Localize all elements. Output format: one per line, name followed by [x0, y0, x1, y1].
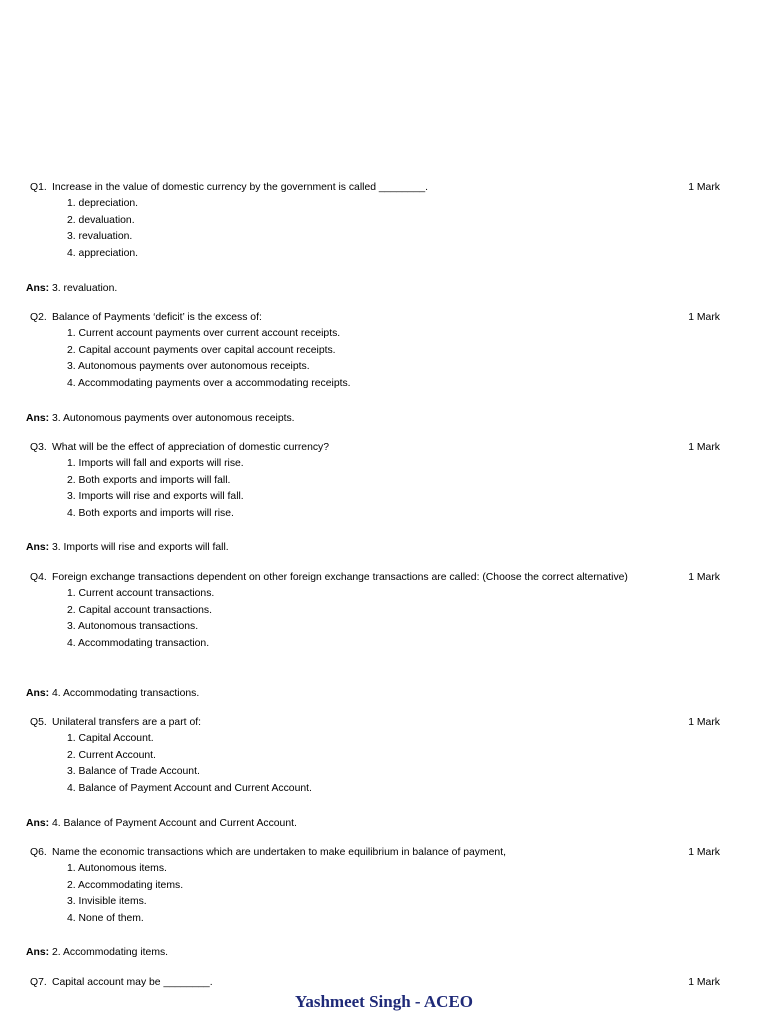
question-number: Q5. — [30, 717, 47, 728]
option-item: 2. Capital account payments over capital account receipts. — [67, 344, 336, 356]
option-item: 2. Capital account transactions. — [67, 604, 212, 616]
question-text: Name the economic transactions which are undertaken to make equilibrium in balance of payment, — [52, 847, 506, 858]
question-block — [30, 440, 730, 522]
answer-label: Ans: — [26, 413, 50, 424]
answer-text: 4. Balance of Payment Account and Current Account. — [51, 818, 297, 829]
option-item: 3. Autonomous transactions. — [67, 621, 199, 633]
option-list — [30, 731, 730, 797]
answer-line — [26, 945, 168, 961]
question-text: Unilateral transfers are a part of: — [52, 717, 202, 728]
option-item: 1. Autonomous items. — [67, 863, 167, 875]
answer-line — [26, 816, 297, 832]
question-number: Q1. — [30, 182, 47, 193]
question-block — [30, 845, 730, 927]
option-item: 4. Accommodating transaction. — [67, 637, 210, 649]
question-block — [30, 310, 730, 392]
answer-label: Ans: — [26, 818, 50, 829]
question-text: Capital account may be ________. — [52, 977, 213, 988]
question-block — [30, 180, 730, 262]
marks-label: 1 Mark — [688, 312, 720, 323]
answer-line — [26, 411, 295, 427]
option-item: 2. Current Account. — [67, 749, 156, 761]
answer-label: Ans: — [26, 947, 50, 958]
option-list — [30, 456, 730, 522]
option-list — [30, 861, 730, 927]
option-item: 3. Balance of Trade Account. — [67, 766, 200, 778]
option-item: 1. depreciation. — [67, 198, 139, 210]
option-item: 3. Autonomous payments over autonomous receipts. — [67, 361, 310, 373]
question-text: Foreign exchange transactions dependent on other foreign exchange transactions are called: (Choose the correct alternative) — [52, 572, 628, 583]
option-item: 3. Imports will rise and exports will fall. — [67, 491, 244, 503]
option-item: 2. Both exports and imports will fall. — [67, 474, 231, 486]
answer-text: 2. Accommodating items. — [51, 947, 169, 958]
marks-label: 1 Mark — [688, 847, 720, 858]
answer-label: Ans: — [26, 688, 50, 699]
question-number: Q7. — [30, 977, 47, 988]
question-text: Balance of Payments ‘deficit’ is the excess of: — [52, 312, 262, 323]
answer-text: 4. Accommodating transactions. — [51, 688, 200, 699]
option-item: 1. Capital Account. — [67, 733, 154, 745]
option-item: 1. Current account transactions. — [67, 588, 215, 600]
marks-label: 1 Mark — [688, 977, 720, 988]
answer-text: 3. Imports will rise and exports will fall. — [51, 542, 229, 553]
question-block — [30, 975, 730, 991]
option-item: 3. Invisible items. — [67, 896, 147, 908]
question-number: Q6. — [30, 847, 47, 858]
question-number: Q2. — [30, 312, 47, 323]
page-footer: Yashmeet Singh - ACEO — [294, 992, 474, 1011]
option-list — [30, 196, 730, 262]
answer-label: Ans: — [26, 283, 50, 294]
option-item: 4. Accommodating payments over a accommodating receipts. — [67, 377, 351, 389]
marks-label: 1 Mark — [688, 182, 720, 193]
option-item: 4. Both exports and imports will rise. — [67, 507, 234, 519]
question-text: Increase in the value of domestic currency by the government is called ________. — [52, 182, 429, 193]
option-item: 1. Imports will fall and exports will rise. — [67, 458, 244, 470]
marks-label: 1 Mark — [688, 572, 720, 583]
question-text: What will be the effect of appreciation of domestic currency? — [52, 442, 330, 453]
option-list — [30, 326, 730, 392]
question-number: Q4. — [30, 572, 47, 583]
option-item: 2. Accommodating items. — [67, 879, 184, 891]
question-number: Q3. — [30, 442, 47, 453]
marks-label: 1 Mark — [688, 717, 720, 728]
question-block — [30, 715, 730, 797]
answer-text: 3. revaluation. — [51, 283, 118, 294]
answer-line — [26, 540, 229, 556]
option-item: 3. revaluation. — [67, 231, 133, 243]
answer-text: 3. Autonomous payments over autonomous receipts. — [51, 413, 295, 424]
answer-line — [26, 281, 117, 297]
answer-label: Ans: — [26, 542, 50, 553]
option-list — [30, 586, 730, 652]
question-block — [30, 570, 730, 652]
option-item: 2. devaluation. — [67, 214, 135, 226]
option-item: 4. None of them. — [67, 912, 144, 924]
option-item: 4. Balance of Payment Account and Current Account. — [67, 782, 312, 794]
option-item: 4. appreciation. — [67, 247, 139, 259]
answer-line — [26, 686, 199, 702]
marks-label: 1 Mark — [688, 442, 720, 453]
option-item: 1. Current account payments over current account receipts. — [67, 328, 341, 340]
